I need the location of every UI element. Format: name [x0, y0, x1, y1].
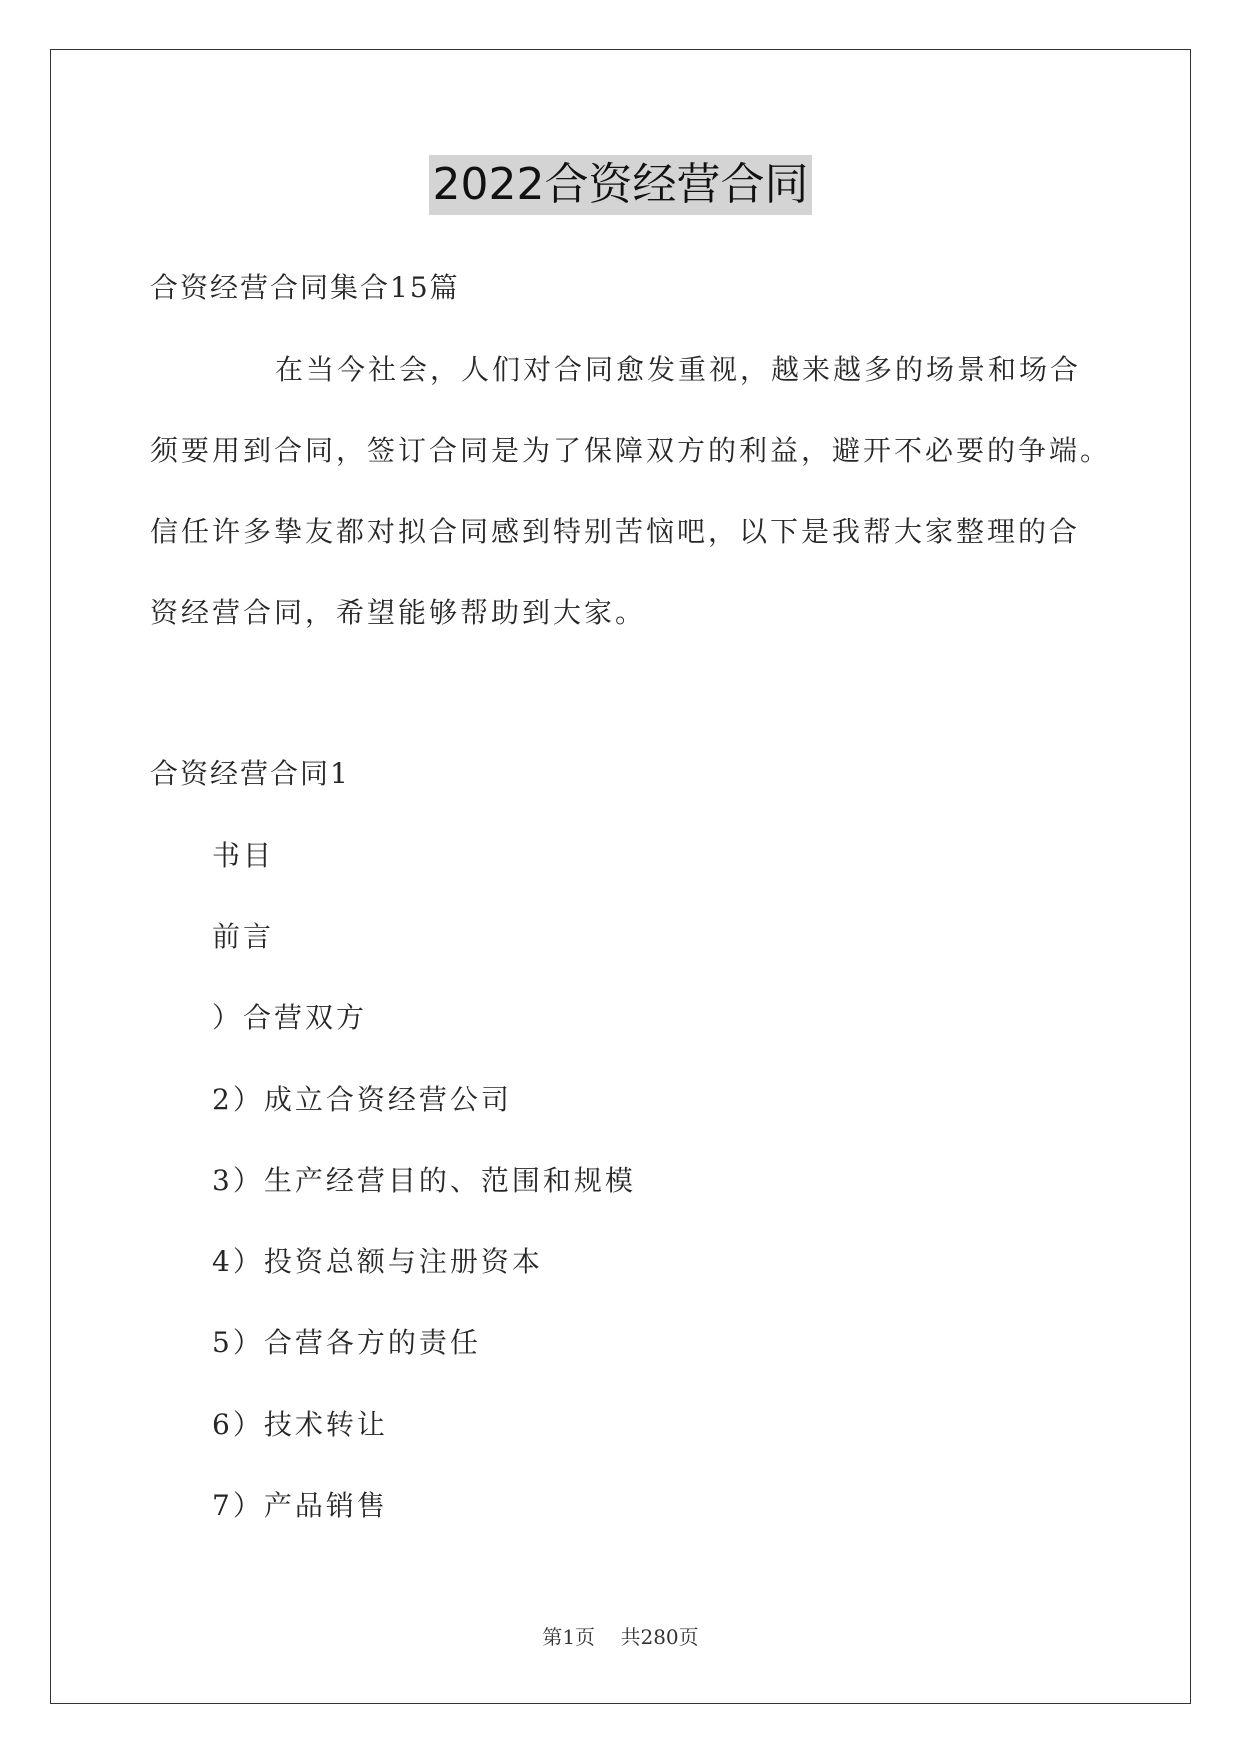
toc-item: 4）投资总额与注册资本 [212, 1245, 543, 1278]
intro-paragraph-line: 信任许多挚友都对拟合同感到特别苦恼吧，以下是我帮大家整理的合 [150, 515, 1081, 548]
toc-item: ）合营双方 [212, 1001, 368, 1034]
toc-item: 书目 [212, 839, 275, 872]
document-subtitle: 合资经营合同集合15篇 [150, 271, 460, 304]
document-title: 2022合资经营合同 [429, 155, 813, 215]
toc-item: 3）生产经营目的、范围和规模 [212, 1164, 636, 1197]
intro-paragraph-line: 在当今社会，人们对合同愈发重视，越来越多的场景和场合 [275, 353, 1082, 386]
intro-paragraph-line: 资经营合同，希望能够帮助到大家。 [150, 596, 647, 629]
toc-item: 5）合营各方的责任 [212, 1326, 481, 1359]
title-wrapper [0, 155, 1241, 215]
toc-item: 6）技术转让 [212, 1408, 388, 1441]
intro-paragraph-line: 须要用到合同，签订合同是为了保障双方的利益，避开不必要的争端。 [150, 434, 1112, 467]
toc-item: 前言 [212, 920, 275, 953]
toc-item: 2）成立合资经营公司 [212, 1083, 512, 1116]
page-footer: 第1页 共280页 [542, 1625, 699, 1649]
toc-item: 7）产品销售 [212, 1489, 388, 1522]
section-heading: 合资经营合同1 [150, 757, 350, 790]
